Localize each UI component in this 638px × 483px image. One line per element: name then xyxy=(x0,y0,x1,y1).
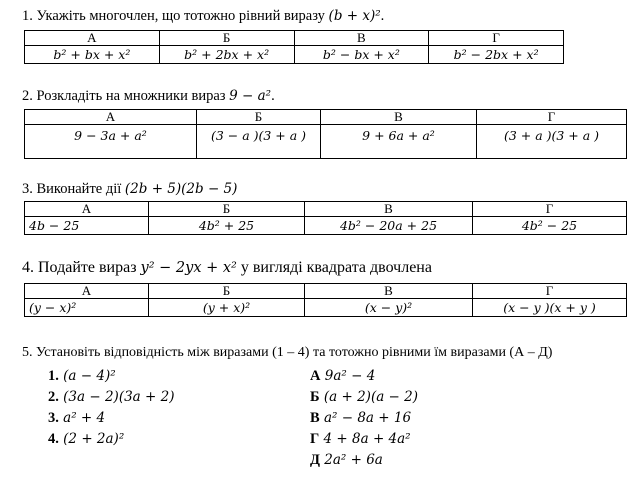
left-expression-3: 3. a² + 4 xyxy=(48,410,106,426)
option-v-value: 4b² − 20a + 25 xyxy=(305,217,473,235)
option-b-header: Б xyxy=(149,284,305,299)
question-4-answers-table xyxy=(24,283,627,317)
option-a-value: 9 − 3a + a² xyxy=(25,125,197,159)
right-expressions-list xyxy=(310,368,418,473)
option-b-value: (3 − a )(3 + a ) xyxy=(197,125,321,159)
question-4 xyxy=(22,259,432,277)
option-v-header: В xyxy=(321,110,477,125)
question-3-expression: (2b + 5)(2b − 5) xyxy=(124,181,238,197)
option-a-header: А xyxy=(25,202,149,217)
question-4-text: 4. Подайте вираз xyxy=(22,259,141,276)
option-a-value: b² + bx + x² xyxy=(25,46,160,64)
option-v-header: В xyxy=(294,31,429,46)
option-b-header: Б xyxy=(197,110,321,125)
option-g-value: (3 + a )(3 + a ) xyxy=(477,125,627,159)
question-5 xyxy=(22,345,552,361)
option-v-value: (x − y)² xyxy=(305,299,473,317)
right-expression-g: Г 4 + 8a + 4a² xyxy=(310,431,411,447)
option-a-header: А xyxy=(25,110,197,125)
question-2: 2. Розкладіть на множники вираз 9 − a². xyxy=(22,88,275,104)
question-4-text-end: у вигляді квадрата двочлена xyxy=(236,259,432,276)
question-3-text: 3. Виконайте дії xyxy=(22,181,125,197)
option-g-header: Г xyxy=(473,202,627,217)
answers-header-row xyxy=(25,110,627,125)
option-a-header: А xyxy=(25,31,160,46)
option-b-header: Б xyxy=(159,31,294,46)
option-b-value: (y + x)² xyxy=(149,299,305,317)
option-g-header: Г xyxy=(473,284,627,299)
option-a-value: (y − x)² xyxy=(25,299,149,317)
option-b-header: Б xyxy=(149,202,305,217)
question-3-answers-table xyxy=(24,201,627,235)
question-1-answers-table xyxy=(24,30,564,64)
answers-value-row xyxy=(25,46,564,64)
answers-value-row xyxy=(25,125,627,159)
option-a-header: А xyxy=(25,284,149,299)
question-1-text: 1. Укажіть многочлен, що тотожно рівний виразу xyxy=(22,8,329,24)
question-5-text: 5. Установіть відповідність між виразами (1 – 4) та тотожно рівними їм виразами (А – Д) xyxy=(22,345,553,360)
option-v-value: b² − bx + x² xyxy=(294,46,429,64)
answers-value-row xyxy=(25,299,627,317)
right-expression-a: А 9a² − 4 xyxy=(310,368,376,384)
question-2-text: 2. Розкладіть на множники вираз xyxy=(22,88,230,104)
answers-value-row xyxy=(25,217,627,235)
option-g-value: b² − 2bx + x² xyxy=(429,46,564,64)
option-v-header: В xyxy=(305,284,473,299)
left-expression-1: 1. (a − 4)² xyxy=(48,368,116,384)
question-2-expression: 9 − a² xyxy=(229,88,272,104)
answers-header-row xyxy=(25,202,627,217)
left-expression-2: 2. (3a − 2)(3a + 2) xyxy=(48,389,175,405)
left-expressions-list xyxy=(48,368,174,452)
question-1-expression: (b + x)² xyxy=(328,8,381,24)
answers-header-row xyxy=(25,284,627,299)
question-4-expression: y² − 2yx + x² xyxy=(140,260,237,276)
option-g-header: Г xyxy=(477,110,627,125)
right-expression-v: В a² − 8a + 16 xyxy=(310,410,412,426)
option-g-value: (x − y )(x + y ) xyxy=(473,299,627,317)
option-g-value: 4b² − 25 xyxy=(473,217,627,235)
question-3 xyxy=(22,181,237,198)
left-expression-4: 4. (2 + 2a)² xyxy=(48,431,125,447)
right-expression-d: Д 2a² + 6a xyxy=(310,452,383,468)
question-1: 1. Укажіть многочлен, що тотожно рівний виразу (b + x)². xyxy=(22,8,385,24)
option-v-value: 9 + 6a + a² xyxy=(321,125,477,159)
option-b-value: b² + 2bx + x² xyxy=(159,46,294,64)
answers-header-row xyxy=(25,31,564,46)
right-expression-b: Б (a + 2)(a − 2) xyxy=(310,389,419,405)
option-a-value: 4b − 25 xyxy=(25,217,149,235)
question-2-answers-table xyxy=(24,109,627,159)
option-g-header: Г xyxy=(429,31,564,46)
option-v-header: В xyxy=(305,202,473,217)
option-b-value: 4b² + 25 xyxy=(149,217,305,235)
